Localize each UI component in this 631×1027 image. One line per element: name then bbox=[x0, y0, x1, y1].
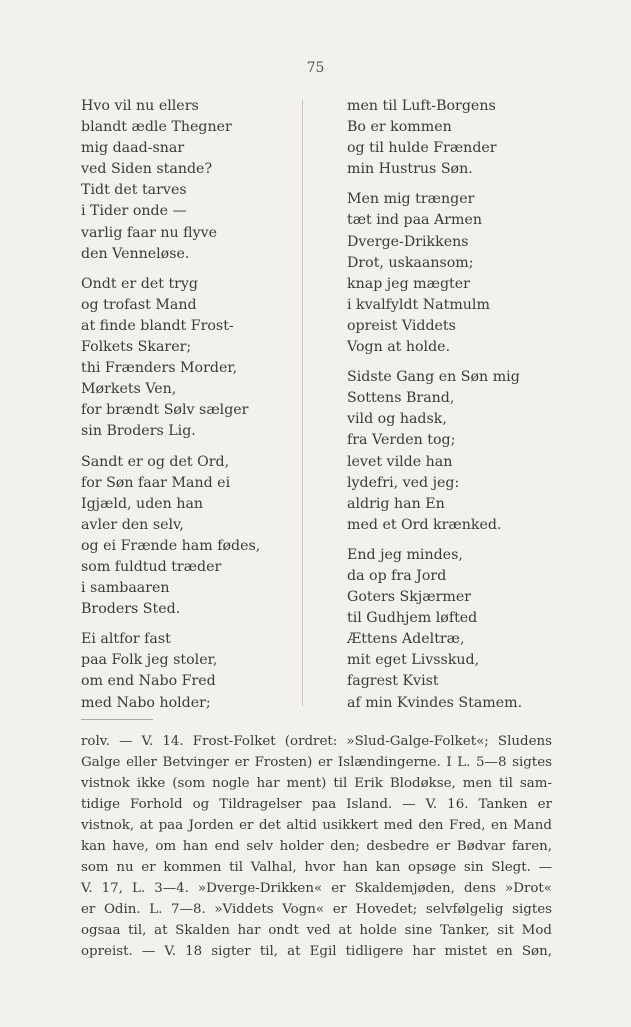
verse-line: og til hulde Frænder bbox=[347, 140, 497, 157]
verse-line: avler den selv, bbox=[81, 516, 184, 533]
stanza bbox=[347, 545, 557, 714]
footnote-line: vistnok ikke (som nogle har ment) til Erik Blodøkse, men til sam- bbox=[81, 776, 552, 791]
verse-line: thi Frænders Morder, bbox=[81, 360, 238, 377]
verse-line: Goters Skjærmer bbox=[347, 589, 472, 606]
verse-line: Men mig trænger bbox=[347, 191, 475, 208]
footnotes bbox=[81, 731, 552, 962]
verse-line: Drot, uskaansom; bbox=[347, 254, 474, 271]
verse-line: Broders Sted. bbox=[81, 601, 181, 618]
verse-line: fagrest Kvist bbox=[347, 673, 439, 690]
verse-line: den Venneløse. bbox=[81, 245, 190, 262]
verse-line: Mørkets Ven, bbox=[81, 381, 177, 398]
verse-line: fra Verden tog; bbox=[347, 432, 456, 449]
verse-line: opreist Viddets bbox=[347, 317, 456, 334]
verse-line: med Nabo holder; bbox=[81, 694, 211, 711]
stanza bbox=[347, 367, 557, 536]
verse-line: i Tider onde — bbox=[81, 203, 187, 220]
verse-line: Sidste Gang en Søn mig bbox=[347, 369, 520, 386]
verse-line: mig daad-snar bbox=[81, 140, 185, 157]
verse-line: Ondt er det tryg bbox=[81, 275, 199, 292]
verse-line: Folkets Skarer; bbox=[81, 339, 192, 356]
verse-line: for brændt Sølv sælger bbox=[81, 402, 249, 419]
stanza bbox=[81, 96, 281, 265]
verse-line: ved Siden stande? bbox=[81, 161, 213, 178]
verse-line: aldrig han En bbox=[347, 495, 445, 512]
stanza bbox=[347, 96, 557, 180]
verse-line: Ei altfor fast bbox=[81, 631, 171, 648]
verse-line: af min Kvindes Stamem. bbox=[347, 694, 523, 711]
verse-line: Bo er kommen bbox=[347, 119, 452, 136]
verse-line: Dverge-Drikkens bbox=[347, 233, 469, 250]
verse-line: levet vilde han bbox=[347, 453, 453, 470]
verse-line: Vogn at holde. bbox=[347, 339, 451, 356]
footnote-rule bbox=[81, 719, 153, 720]
footnote-line: vistnok, at paa Jorden er det altid usikkert med den Fred, en Mand bbox=[81, 818, 552, 833]
verse-line: Hvo vil nu ellers bbox=[81, 98, 199, 114]
verse-line: om end Nabo Fred bbox=[81, 673, 216, 690]
verse-line: blandt ædle Thegner bbox=[81, 119, 232, 136]
verse-line: knap jeg mægter bbox=[347, 275, 470, 292]
column-divider bbox=[302, 100, 303, 706]
verse-line: og ei Frænde ham fødes, bbox=[81, 537, 261, 554]
verse-line: med et Ord krænked. bbox=[347, 516, 502, 533]
footnote-line: tidige Forhold og Tildragelser paa Island. — V. 16. Tanken er bbox=[81, 797, 552, 812]
verse-line: Sottens Brand, bbox=[347, 390, 455, 407]
stanza bbox=[347, 189, 557, 358]
footnote-line: rolv. — V. 14. Frost-Folket (ordret: »Slud-Galge-Folket«; Sludens bbox=[81, 734, 552, 749]
verse-line: Tidt det tarves bbox=[81, 182, 187, 199]
verse-line: i sambaaren bbox=[81, 580, 170, 597]
verse-line: at finde blandt Frost- bbox=[81, 317, 234, 334]
verse-line: for Søn faar Mand ei bbox=[81, 474, 231, 491]
verse-line: mit eget Livsskud, bbox=[347, 652, 480, 669]
stanza bbox=[81, 274, 281, 443]
verse-line: til Gudhjem løfted bbox=[347, 610, 478, 627]
footnote-line: som nu er kommen til Valhal, hvor han kan opsøge sin Slegt. — bbox=[81, 860, 552, 875]
footnote-line: kan have, om han end selv holder den; desbedre er Bødvar faren, bbox=[81, 839, 552, 854]
stanza bbox=[81, 629, 281, 713]
page-number: 75 bbox=[306, 60, 325, 76]
verse-line: og trofast Mand bbox=[81, 296, 197, 313]
footnote-line: Galge eller Betvinger er Frosten) er Islændingerne. I L. 5—8 sigtes bbox=[81, 755, 552, 770]
footnote-line: ogsaa til, at Skalden har ondt ved at holde sine Tanker, sit Mod bbox=[81, 923, 552, 938]
footnote-line: V. 17, L. 3—4. »Dverge-Drikken« er Skaldemjøden, dens »Drot« bbox=[81, 881, 552, 896]
footnote-line: opreist. — V. 18 sigter til, at Egil tidligere har mistet en Søn, bbox=[81, 944, 552, 959]
footnote-line: er Odin. L. 7—8. »Viddets Vogn« er Hovedet; selvfølgelig sigtes bbox=[81, 902, 552, 917]
verse-line: End jeg mindes, bbox=[347, 546, 463, 563]
verse-line: tæt ind paa Armen bbox=[347, 212, 483, 229]
verse-line: Igjæld, uden han bbox=[81, 495, 204, 512]
verse-line: paa Folk jeg stoler, bbox=[81, 652, 218, 669]
verse-line: i kvalfyldt Natmulm bbox=[347, 296, 490, 313]
verse-line: men til Luft-Borgens bbox=[347, 98, 496, 114]
verse-line: Ættens Adeltræ, bbox=[347, 631, 465, 648]
poem-left-column bbox=[81, 96, 281, 723]
verse-line: vild og hadsk, bbox=[347, 411, 447, 428]
verse-line: Sandt er og det Ord, bbox=[81, 453, 230, 470]
verse-line: da op fra Jord bbox=[347, 567, 447, 584]
verse-line: lydefri, ved jeg: bbox=[347, 474, 460, 491]
poem-right-column bbox=[347, 96, 557, 723]
stanza bbox=[81, 452, 281, 621]
verse-line: sin Broders Lig. bbox=[81, 423, 196, 440]
verse-line: som fuldtud træder bbox=[81, 558, 222, 575]
verse-line: varlig faar nu flyve bbox=[81, 224, 218, 241]
verse-line: min Hustrus Søn. bbox=[347, 161, 473, 178]
